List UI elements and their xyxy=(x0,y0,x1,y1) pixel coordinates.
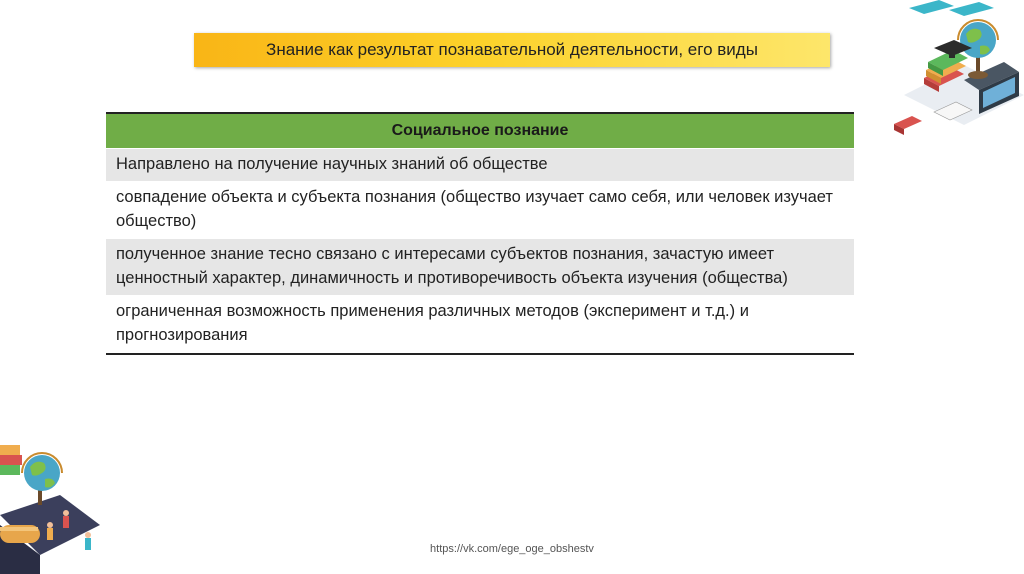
footer-url: https://vk.com/ege_oge_obshestv xyxy=(430,543,594,555)
table-row: Направлено на получение научных знаний об обществе xyxy=(106,149,854,182)
table-row: совпадение объекта и субъекта познания (общество изучает само себя, или человек изучает общество) xyxy=(106,182,854,239)
table-row: ограниченная возможность применения различных методов (эксперимент и т.д.) и прогнозирования xyxy=(106,296,854,353)
slide-title: Знание как результат познавательной деятельности, его виды xyxy=(266,40,758,59)
globe-books-laptop-illustration xyxy=(894,0,1024,150)
table-row: полученное знание тесно связано с интересами субъектов познания, зачастую имеет ценностный характер, динамичность и противоречивость объекта изучения (общества) xyxy=(106,239,854,296)
globe-books-people-illustration xyxy=(0,425,100,574)
slide-title-box xyxy=(194,33,830,67)
table-header: Социальное познание xyxy=(106,114,854,149)
comparison-table xyxy=(106,112,854,355)
